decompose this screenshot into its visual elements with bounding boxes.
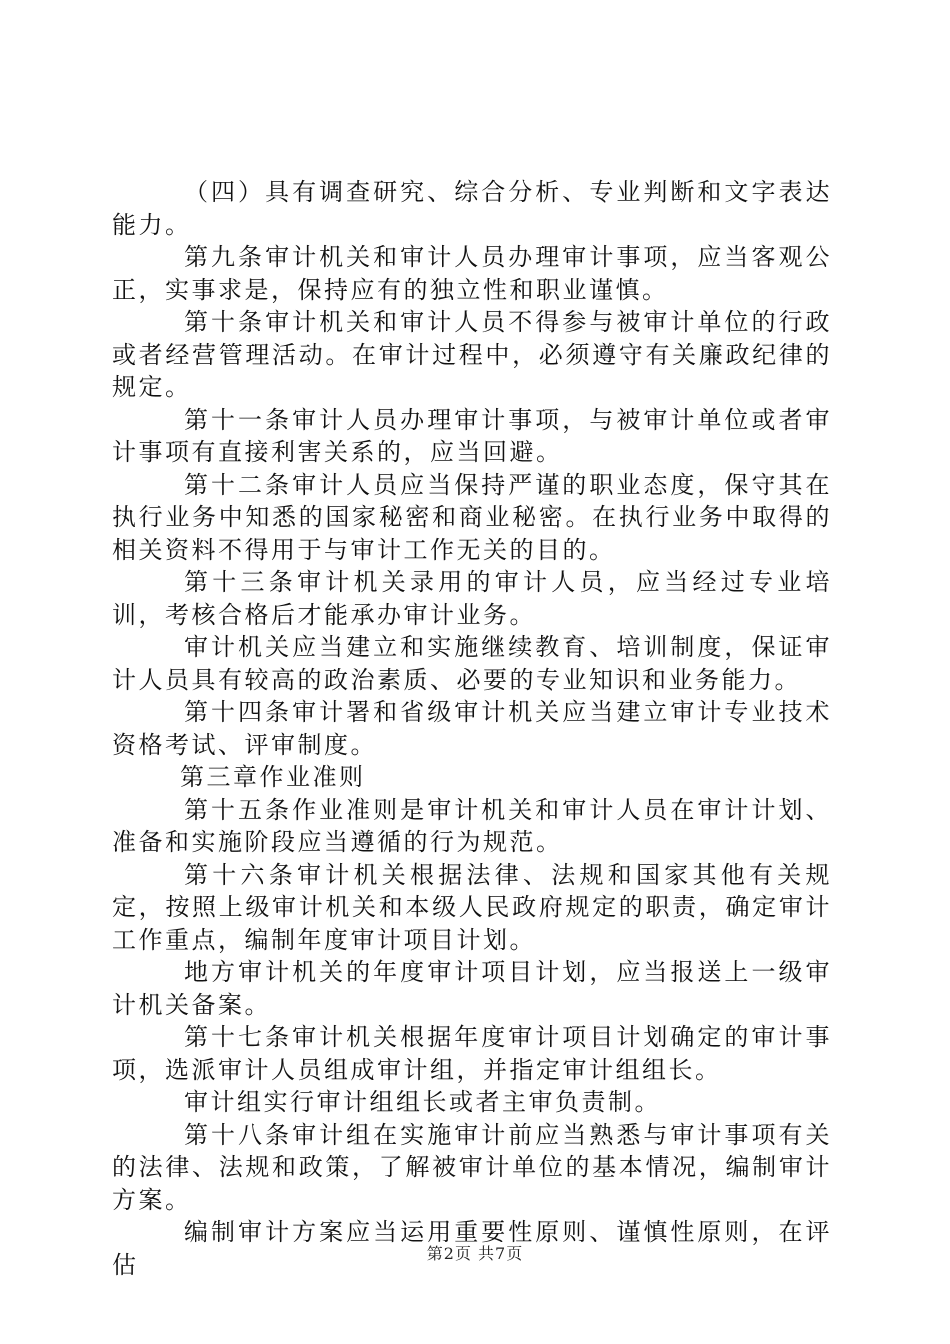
paragraph: （四）具有调查研究、综合分析、专业判断和文字表达能力。 xyxy=(112,178,832,239)
paragraph: 审计组实行审计组组长或者主审负责制。 xyxy=(184,1088,661,1116)
paragraph: 编制审计方案应当运用重要性原则、谨慎性原则，在评估 xyxy=(112,1218,832,1279)
paragraph: 第十七条审计机关根据年度审计项目计划确定的审计事项，选派审计人员组成审计组，并指定审计组组长。 xyxy=(112,1023,832,1084)
paragraph: 第十一条审计人员办理审计事项，与被审计单位或者审计事项有直接利害关系的，应当回避。 xyxy=(112,405,832,466)
paragraph: 第十二条审计人员应当保持严谨的职业态度，保守其在执行业务中知悉的国家秘密和商业秘密。在执行业务中取得的相关资料不得用于与审计工作无关的目的。 xyxy=(112,470,832,564)
paragraph: 第十条审计机关和审计人员不得参与被审计单位的行政或者经营管理活动。在审计过程中，必须遵守有关廉政纪律的规定。 xyxy=(112,308,832,401)
page-footer: 第2页 共7页 xyxy=(426,1244,524,1263)
document-body xyxy=(112,176,832,1281)
paragraph: 第十四条审计署和省级审计机关应当建立审计专业技术资格考试、评审制度。 xyxy=(112,698,832,759)
paragraph: 第九条审计机关和审计人员办理审计事项，应当客观公正，实事求是，保持应有的独立性和职业谨慎。 xyxy=(112,243,832,304)
paragraph: 第十五条作业准则是审计机关和审计人员在审计计划、准备和实施阶段应当遵循的行为规范。 xyxy=(112,795,832,856)
chapter-heading: 第三章作业准则 xyxy=(180,763,366,791)
paragraph: 地方审计机关的年度审计项目计划，应当报送上一级审计机关备案。 xyxy=(112,958,832,1019)
paragraph: 第十三条审计机关录用的审计人员，应当经过专业培训，考核合格后才能承办审计业务。 xyxy=(112,568,832,629)
paragraph: 第十六条审计机关根据法律、法规和国家其他有关规定，按照上级审计机关和本级人民政府规定的职责，确定审计工作重点，编制年度审计项目计划。 xyxy=(112,860,832,954)
paragraph: 第十八条审计组在实施审计前应当熟悉与审计事项有关的法律、法规和政策，了解被审计单位的基本情况，编制审计方案。 xyxy=(112,1120,832,1214)
paragraph: 审计机关应当建立和实施继续教育、培训制度，保证审计人员具有较高的政治素质、必要的专业知识和业务能力。 xyxy=(112,633,832,694)
